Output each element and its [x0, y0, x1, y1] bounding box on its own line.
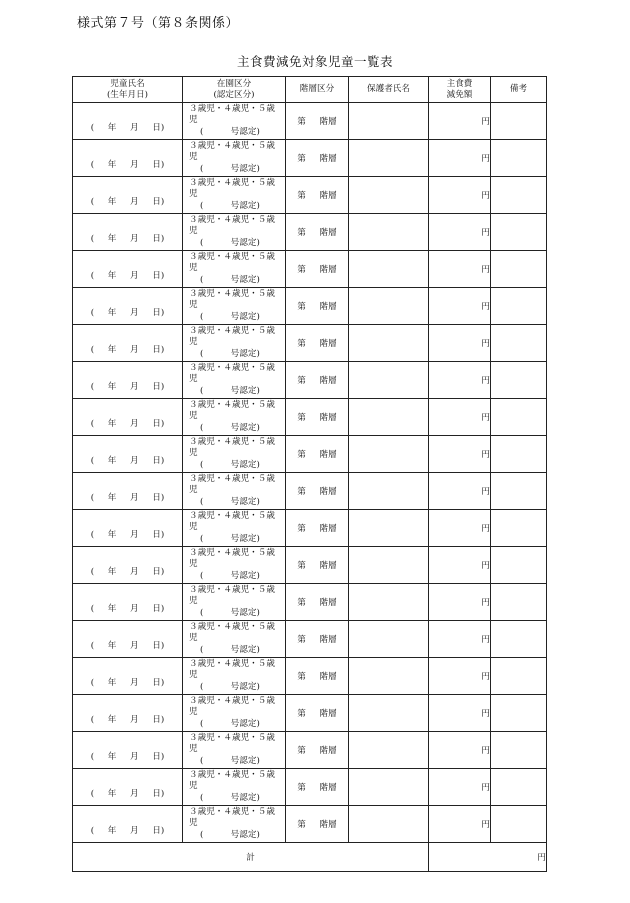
amount-cell[interactable]: 円 — [429, 140, 491, 177]
certification-number: ( 号認定) — [200, 459, 260, 470]
child-name-cell[interactable] — [73, 732, 183, 769]
remarks-cell[interactable] — [491, 621, 547, 658]
enrollment-options-wrap: 児 — [189, 411, 198, 422]
certification-number: ( 号認定) — [200, 829, 260, 840]
amount-cell[interactable]: 円 — [429, 732, 491, 769]
total-row — [73, 843, 547, 872]
enrollment-options-wrap: 児 — [189, 818, 198, 829]
table-row — [73, 362, 547, 399]
guardian-header: 保護者氏名 — [349, 77, 429, 103]
certification-number: ( 号認定) — [200, 385, 260, 396]
certification-number: ( 号認定) — [200, 237, 260, 248]
amount-cell[interactable]: 円 — [429, 806, 491, 843]
form-number: 様式第７号（第８条関係） — [77, 16, 240, 31]
enrollment-options: ３歳児・４歳児・５歳 — [189, 252, 275, 263]
enrollment-cell[interactable] — [183, 695, 286, 732]
enrollment-cell[interactable] — [183, 177, 286, 214]
remarks-cell[interactable] — [491, 325, 547, 362]
guardian-name-cell[interactable] — [349, 621, 429, 658]
certification-number: ( 号認定) — [200, 274, 260, 285]
table-row — [73, 140, 547, 177]
child-name-cell[interactable] — [73, 621, 183, 658]
table-row — [73, 510, 547, 547]
tier-cell[interactable]: 第 階層 — [286, 140, 349, 177]
tier-cell[interactable]: 第 階層 — [286, 732, 349, 769]
child-name-cell[interactable] — [73, 177, 183, 214]
child-dob-header-label: (生年月日) — [106, 89, 149, 100]
enrollment-options: ３歳児・４歳児・５歳 — [189, 548, 275, 559]
enrollment-options: ３歳児・４歳児・５歳 — [189, 733, 275, 744]
tier-cell[interactable]: 第 階層 — [286, 103, 349, 140]
table-row — [73, 214, 547, 251]
child-dob: ( 年 月 日) — [90, 530, 165, 540]
remarks-cell[interactable] — [491, 584, 547, 621]
tier-cell[interactable]: 第 階層 — [286, 325, 349, 362]
tier-cell[interactable]: 第 階層 — [286, 288, 349, 325]
child-dob: ( 年 月 日) — [90, 123, 165, 133]
enrollment-options: ３歳児・４歳児・５歳 — [189, 585, 275, 596]
roster-body — [73, 103, 547, 843]
enrollment-options-wrap: 児 — [189, 707, 198, 718]
tier-cell[interactable]: 第 階層 — [286, 177, 349, 214]
child-dob: ( 年 月 日) — [90, 604, 165, 614]
enrollment-cell[interactable] — [183, 806, 286, 843]
tier-cell[interactable]: 第 階層 — [286, 584, 349, 621]
tier-cell[interactable]: 第 階層 — [286, 251, 349, 288]
table-row — [73, 547, 547, 584]
amount-cell[interactable]: 円 — [429, 547, 491, 584]
amount-header — [429, 77, 491, 103]
child-name-header — [73, 77, 183, 103]
enrollment-options: ３歳児・４歳児・５歳 — [189, 141, 275, 152]
remarks-cell[interactable] — [491, 362, 547, 399]
enrollment-cell[interactable] — [183, 732, 286, 769]
table-row — [73, 584, 547, 621]
guardian-name-cell[interactable] — [349, 436, 429, 473]
table-header-row — [73, 77, 547, 103]
table-row — [73, 473, 547, 510]
certification-number: ( 号認定) — [200, 422, 260, 433]
enrollment-options-wrap: 児 — [189, 781, 198, 792]
child-name-cell[interactable] — [73, 140, 183, 177]
table-row — [73, 288, 547, 325]
guardian-name-cell[interactable] — [349, 769, 429, 806]
enrollment-options: ３歳児・４歳児・５歳 — [189, 178, 275, 189]
certification-number: ( 号認定) — [200, 200, 260, 211]
remarks-cell[interactable] — [491, 177, 547, 214]
enrollment-cell[interactable] — [183, 547, 286, 584]
table-row — [73, 177, 547, 214]
remarks-cell[interactable] — [491, 695, 547, 732]
enrollment-options: ３歳児・４歳児・５歳 — [189, 289, 275, 300]
enrollment-cell[interactable] — [183, 584, 286, 621]
guardian-name-cell[interactable] — [349, 214, 429, 251]
certification-number: ( 号認定) — [200, 792, 260, 803]
child-name-cell[interactable] — [73, 251, 183, 288]
certification-number: ( 号認定) — [200, 533, 260, 544]
amount-cell[interactable]: 円 — [429, 769, 491, 806]
certification-number: ( 号認定) — [200, 718, 260, 729]
guardian-name-cell[interactable] — [349, 177, 429, 214]
enrollment-options: ３歳児・４歳児・５歳 — [189, 363, 275, 374]
child-name-cell[interactable] — [73, 436, 183, 473]
guardian-name-cell[interactable] — [349, 140, 429, 177]
enrollment-options-wrap: 児 — [189, 152, 198, 163]
enrollment-options: ３歳児・４歳児・５歳 — [189, 770, 275, 781]
tier-cell[interactable]: 第 階層 — [286, 473, 349, 510]
enrollment-options-wrap: 児 — [189, 374, 198, 385]
roster-table — [72, 76, 547, 872]
remarks-cell[interactable] — [491, 288, 547, 325]
amount-cell[interactable]: 円 — [429, 473, 491, 510]
amount-cell[interactable]: 円 — [429, 695, 491, 732]
remarks-header: 備考 — [491, 77, 547, 103]
certification-number: ( 号認定) — [200, 163, 260, 174]
enrollment-options: ３歳児・４歳児・５歳 — [189, 696, 275, 707]
amount-cell[interactable]: 円 — [429, 584, 491, 621]
amount-cell[interactable]: 円 — [429, 436, 491, 473]
table-row — [73, 399, 547, 436]
child-dob: ( 年 月 日) — [90, 678, 165, 688]
guardian-name-cell[interactable] — [349, 510, 429, 547]
child-dob: ( 年 月 日) — [90, 382, 165, 392]
enrollment-options-wrap: 児 — [189, 115, 198, 126]
child-name-cell[interactable] — [73, 695, 183, 732]
child-name-cell[interactable] — [73, 510, 183, 547]
guardian-name-cell[interactable] — [349, 362, 429, 399]
certification-number: ( 号認定) — [200, 348, 260, 359]
remarks-cell[interactable] — [491, 732, 547, 769]
child-dob: ( 年 月 日) — [90, 419, 165, 429]
tier-cell[interactable]: 第 階層 — [286, 399, 349, 436]
amount-cell[interactable]: 円 — [429, 362, 491, 399]
amount-cell[interactable]: 円 — [429, 251, 491, 288]
guardian-name-cell[interactable] — [349, 251, 429, 288]
enrollment-options-wrap: 児 — [189, 337, 198, 348]
child-dob: ( 年 月 日) — [90, 345, 165, 355]
tier-cell[interactable]: 第 階層 — [286, 806, 349, 843]
child-dob: ( 年 月 日) — [90, 271, 165, 281]
child-dob: ( 年 月 日) — [90, 789, 165, 799]
enrollment-cell[interactable] — [183, 288, 286, 325]
child-name-cell[interactable] — [73, 288, 183, 325]
remarks-cell[interactable] — [491, 214, 547, 251]
child-name-cell[interactable] — [73, 547, 183, 584]
enrollment-options-wrap: 児 — [189, 226, 198, 237]
enrollment-options: ３歳児・４歳児・５歳 — [189, 474, 275, 485]
table-row — [73, 695, 547, 732]
certification-number: ( 号認定) — [200, 311, 260, 322]
certification-number: ( 号認定) — [200, 570, 260, 581]
enrollment-options: ３歳児・４歳児・５歳 — [189, 511, 275, 522]
enrollment-options-wrap: 児 — [189, 485, 198, 496]
certification-number: ( 号認定) — [200, 644, 260, 655]
enrollment-options: ３歳児・４歳児・５歳 — [189, 437, 275, 448]
tier-cell[interactable]: 第 階層 — [286, 769, 349, 806]
tier-cell[interactable]: 第 階層 — [286, 658, 349, 695]
table-row — [73, 621, 547, 658]
amount-cell[interactable]: 円 — [429, 621, 491, 658]
table-row — [73, 658, 547, 695]
tier-cell[interactable]: 第 階層 — [286, 510, 349, 547]
amount-cell[interactable]: 円 — [429, 288, 491, 325]
child-name-cell[interactable] — [73, 806, 183, 843]
certification-number: ( 号認定) — [200, 681, 260, 692]
enrollment-options-wrap: 児 — [189, 263, 198, 274]
child-name-cell[interactable] — [73, 214, 183, 251]
enrollment-options: ３歳児・４歳児・５歳 — [189, 326, 275, 337]
guardian-name-cell[interactable] — [349, 288, 429, 325]
child-dob: ( 年 月 日) — [90, 160, 165, 170]
guardian-name-cell[interactable] — [349, 806, 429, 843]
amount-header-line2: 減免額 — [446, 89, 473, 100]
guardian-name-cell[interactable] — [349, 547, 429, 584]
enrollment-options: ３歳児・４歳児・５歳 — [189, 807, 275, 818]
certification-number: ( 号認定) — [200, 126, 260, 137]
enrollment-header — [183, 77, 286, 103]
remarks-cell[interactable] — [491, 140, 547, 177]
enrollment-cell[interactable] — [183, 621, 286, 658]
enrollment-cell[interactable] — [183, 140, 286, 177]
tier-cell[interactable]: 第 階層 — [286, 214, 349, 251]
certification-number: ( 号認定) — [200, 607, 260, 618]
tier-cell[interactable]: 第 階層 — [286, 436, 349, 473]
enrollment-cell[interactable] — [183, 251, 286, 288]
amount-cell[interactable]: 円 — [429, 510, 491, 547]
child-dob: ( 年 月 日) — [90, 826, 165, 836]
enrollment-options: ３歳児・４歳児・５歳 — [189, 659, 275, 670]
guardian-name-cell[interactable] — [349, 103, 429, 140]
table-row — [73, 103, 547, 140]
enrollment-options-wrap: 児 — [189, 448, 198, 459]
child-name-cell[interactable] — [73, 325, 183, 362]
certification-header-label: (認定区分) — [213, 89, 255, 100]
amount-header-line1: 主食費 — [446, 78, 473, 89]
child-dob: ( 年 月 日) — [90, 493, 165, 503]
certification-number: ( 号認定) — [200, 496, 260, 507]
enrollment-cell[interactable] — [183, 473, 286, 510]
tier-cell[interactable]: 第 階層 — [286, 362, 349, 399]
table-row — [73, 769, 547, 806]
table-row — [73, 251, 547, 288]
amount-cell[interactable]: 円 — [429, 103, 491, 140]
enrollment-options-wrap: 児 — [189, 633, 198, 644]
tier-cell[interactable]: 第 階層 — [286, 547, 349, 584]
remarks-cell[interactable] — [491, 658, 547, 695]
remarks-cell[interactable] — [491, 436, 547, 473]
remarks-cell[interactable] — [491, 510, 547, 547]
enrollment-options-wrap: 児 — [189, 559, 198, 570]
guardian-name-cell[interactable] — [349, 732, 429, 769]
child-dob: ( 年 月 日) — [90, 456, 165, 466]
remarks-cell[interactable] — [491, 473, 547, 510]
enrollment-cell[interactable] — [183, 769, 286, 806]
child-dob: ( 年 月 日) — [90, 752, 165, 762]
child-name-cell[interactable] — [73, 399, 183, 436]
remarks-cell[interactable] — [491, 103, 547, 140]
enrollment-options-wrap: 児 — [189, 300, 198, 311]
child-dob: ( 年 月 日) — [90, 197, 165, 207]
child-name-cell[interactable] — [73, 362, 183, 399]
child-name-cell[interactable] — [73, 584, 183, 621]
enrollment-options-wrap: 児 — [189, 744, 198, 755]
enrollment-options: ３歳児・４歳児・５歳 — [189, 622, 275, 633]
certification-number: ( 号認定) — [200, 755, 260, 766]
enrollment-cell[interactable] — [183, 436, 286, 473]
total-label: 計 — [73, 843, 429, 872]
remarks-cell[interactable] — [491, 806, 547, 843]
enrollment-options: ３歳児・４歳児・５歳 — [189, 215, 275, 226]
amount-cell[interactable]: 円 — [429, 658, 491, 695]
tier-cell[interactable]: 第 階層 — [286, 621, 349, 658]
child-dob: ( 年 月 日) — [90, 641, 165, 651]
enrollment-cell[interactable] — [183, 325, 286, 362]
enrollment-options-wrap: 児 — [189, 596, 198, 607]
remarks-cell[interactable] — [491, 547, 547, 584]
remarks-cell[interactable] — [491, 251, 547, 288]
enrollment-options: ３歳児・４歳児・５歳 — [189, 104, 275, 115]
child-dob: ( 年 月 日) — [90, 234, 165, 244]
child-dob: ( 年 月 日) — [90, 715, 165, 725]
guardian-name-cell[interactable] — [349, 658, 429, 695]
enrollment-options-wrap: 児 — [189, 522, 198, 533]
table-row — [73, 436, 547, 473]
amount-cell[interactable]: 円 — [429, 214, 491, 251]
enrollment-cell[interactable] — [183, 510, 286, 547]
child-dob: ( 年 月 日) — [90, 308, 165, 318]
child-name-header-label: 児童氏名 — [110, 78, 145, 89]
child-dob: ( 年 月 日) — [90, 567, 165, 577]
guardian-name-cell[interactable] — [349, 399, 429, 436]
tier-cell[interactable]: 第 階層 — [286, 695, 349, 732]
guardian-name-cell[interactable] — [349, 584, 429, 621]
enrollment-cell[interactable] — [183, 214, 286, 251]
guardian-name-cell[interactable] — [349, 695, 429, 732]
enrollment-cell[interactable] — [183, 103, 286, 140]
total-amount: 円 — [429, 843, 547, 872]
guardian-name-cell[interactable] — [349, 473, 429, 510]
enrollment-options-wrap: 児 — [189, 189, 198, 200]
enrollment-cell[interactable] — [183, 399, 286, 436]
child-name-cell[interactable] — [73, 658, 183, 695]
enrollment-cell[interactable] — [183, 362, 286, 399]
guardian-name-cell[interactable] — [349, 325, 429, 362]
enrollment-cell[interactable] — [183, 658, 286, 695]
amount-cell[interactable]: 円 — [429, 399, 491, 436]
table-row — [73, 806, 547, 843]
enrollment-options: ３歳児・４歳児・５歳 — [189, 400, 275, 411]
enrollment-header-label: 在園区分 — [216, 78, 252, 89]
enrollment-options-wrap: 児 — [189, 670, 198, 681]
remarks-cell[interactable] — [491, 399, 547, 436]
document-title: 主食費減免対象児童一覧表 — [236, 54, 393, 69]
tier-header: 階層区分 — [286, 77, 349, 103]
child-name-cell[interactable] — [73, 103, 183, 140]
amount-cell[interactable]: 円 — [429, 325, 491, 362]
child-name-cell[interactable] — [73, 473, 183, 510]
table-row — [73, 732, 547, 769]
amount-cell[interactable]: 円 — [429, 177, 491, 214]
table-row — [73, 325, 547, 362]
child-name-cell[interactable] — [73, 769, 183, 806]
remarks-cell[interactable] — [491, 769, 547, 806]
